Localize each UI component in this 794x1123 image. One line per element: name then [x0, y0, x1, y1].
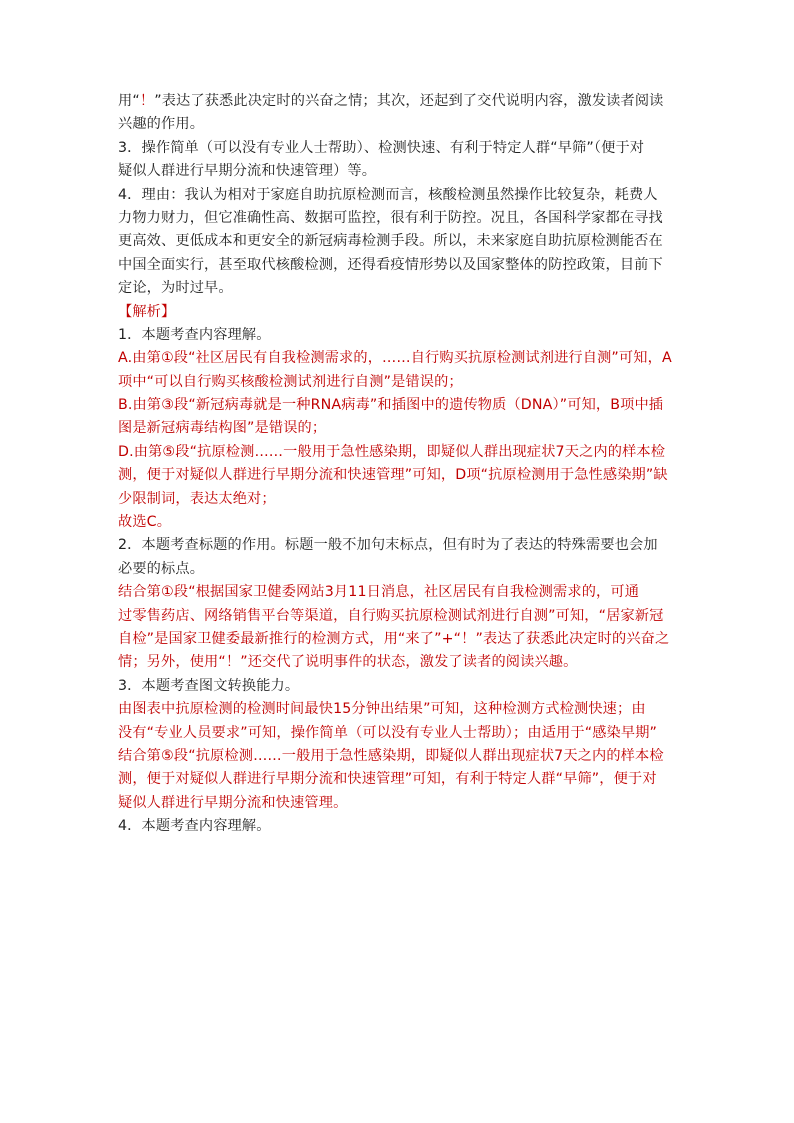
- answer-text-red: 测，便于对疑似人群进行早期分流和快速管理”可知，有利于特定人群“早筛”，便于对: [118, 771, 657, 788]
- answer-text-red: 疑似人群进行早期分流和快速管理。: [118, 794, 348, 811]
- answer-text-red: 情；另外，使用“！”还交代了说明事件的状态，激发了读者的阅读兴趣。: [118, 654, 578, 671]
- answer-text-red: 结合第⑤段“抗原检测……一般用于急性感染期，即疑似人群出现症状7天之内的样本检: [118, 747, 664, 764]
- answer-text-red: ！: [139, 93, 155, 109]
- text-line: [118, 488, 678, 511]
- answer-text-red: 结合第①段“根据国家卫健委网站3月11日消息，社区居民有自我检测需求的，可通: [118, 584, 640, 601]
- text-line: [118, 558, 678, 581]
- text-line: [118, 371, 678, 394]
- answer-text: 定论，为时过早。: [118, 280, 233, 297]
- text-line: [118, 441, 678, 464]
- answer-text-red: 少限制词，表达太绝对；: [118, 490, 276, 507]
- answer-document: [118, 90, 678, 839]
- answer-text-red: 项中“可以自行购买核酸检测试剂进行自测”是错误的；: [118, 373, 463, 390]
- answer-text-red: D.由第⑤段“抗原检测……一般用于急性感染期，即疑似人群出现症状7天之内的样本检: [118, 443, 666, 460]
- answer-text-red: 【解析】: [118, 303, 176, 320]
- text-line: [118, 511, 678, 534]
- text-line: [118, 675, 678, 698]
- answer-text-red: 故选C。: [118, 514, 172, 531]
- text-line: [118, 90, 678, 113]
- answer-text: ”表达了获悉此决定时的兴奋之情；其次，还起到了交代说明内容，激发读者阅读: [154, 93, 664, 109]
- text-line: [118, 534, 678, 557]
- text-line: [118, 745, 678, 768]
- answer-text: 必要的标点。: [118, 560, 205, 577]
- answer-text: 更高效、更低成本和更安全的新冠病毒检测手段。所以，未来家庭自助抗原检测能否在: [118, 233, 663, 250]
- answer-text: 2．本题考查标题的作用。标题一般不加句末标点，但有时为了表达的特殊需要也会加: [118, 537, 658, 554]
- text-line: [118, 464, 678, 487]
- text-line: [118, 207, 678, 230]
- text-line: [118, 581, 678, 604]
- text-line: [118, 230, 678, 253]
- answer-text: 4．理由：我认为相对于家庭自助抗原检测而言，核酸检测虽然操作比较复杂，耗费人: [118, 186, 658, 203]
- text-line: [118, 417, 678, 440]
- text-line: [118, 651, 678, 674]
- text-line: [118, 113, 678, 136]
- text-line: [118, 792, 678, 815]
- answer-text-red: 测，便于对疑似人群进行早期分流和快速管理”可知，D项“抗原检测用于急性感染期”缺: [118, 467, 668, 484]
- text-line: [118, 628, 678, 651]
- answer-text: 中国全面实行，甚至取代核酸检测，还得看疫情形势以及国家整体的防控政策，目前下: [118, 256, 663, 273]
- text-line: [118, 394, 678, 417]
- answer-text-red: 由图表中抗原检测的检测时间最快15分钟出结果”可知，这种检测方式检测快速；由: [118, 701, 646, 718]
- text-line: [118, 254, 678, 277]
- text-line: [118, 815, 678, 838]
- text-line: [118, 698, 678, 721]
- text-line: [118, 184, 678, 207]
- text-line: [118, 160, 678, 183]
- answer-text: 力物力财力，但它准确性高、数据可监控，很有利于防控。况且，各国科学家都在寻找: [118, 209, 663, 226]
- text-line: [118, 347, 678, 370]
- answer-text-red: A.由第①段“社区居民有自我检测需求的，……自行购买抗原检测试剂进行自测”可知，A: [118, 350, 672, 367]
- answer-text-red: 图是新冠病毒结构图”是错误的；: [118, 420, 327, 437]
- answer-text: 用“: [118, 93, 140, 109]
- answer-text: 1．本题考查内容理解。: [118, 326, 271, 343]
- text-line: [118, 277, 678, 300]
- text-line: [118, 768, 678, 791]
- text-line: [118, 324, 678, 347]
- answer-text-red: 过零售药店、网络销售平台等渠道，自行购买抗原检测试剂进行自测”可知，“居家新冠: [118, 607, 664, 624]
- text-line: [118, 137, 678, 160]
- answer-text-red: 没有“专业人员要求”可知，操作简单（可以没有专业人士帮助）；由适用于“感染早期”: [118, 724, 658, 741]
- text-line: [118, 301, 678, 324]
- answer-text: 疑似人群进行早期分流和快速管理）等。: [118, 163, 377, 180]
- answer-text: 3．操作简单（可以没有专业人士帮助）、检测快速、有利于特定人群“早筛”（便于对: [118, 139, 645, 156]
- answer-text-red: 自检”是国家卫健委最新推行的检测方式，用“来了”+“！”表达了获悉此决定时的兴奋之: [118, 630, 670, 647]
- answer-text: 4．本题考查内容理解。: [118, 818, 271, 835]
- answer-text: 3．本题考查图文转换能力。: [118, 677, 300, 694]
- answer-text: 兴趣的作用。: [118, 116, 205, 133]
- answer-text-red: B.由第③段“新冠病毒就是一种RNA病毒”和插图中的遗传物质（DNA）”可知，B项中插: [118, 397, 664, 414]
- text-line: [118, 605, 678, 628]
- text-line: [118, 722, 678, 745]
